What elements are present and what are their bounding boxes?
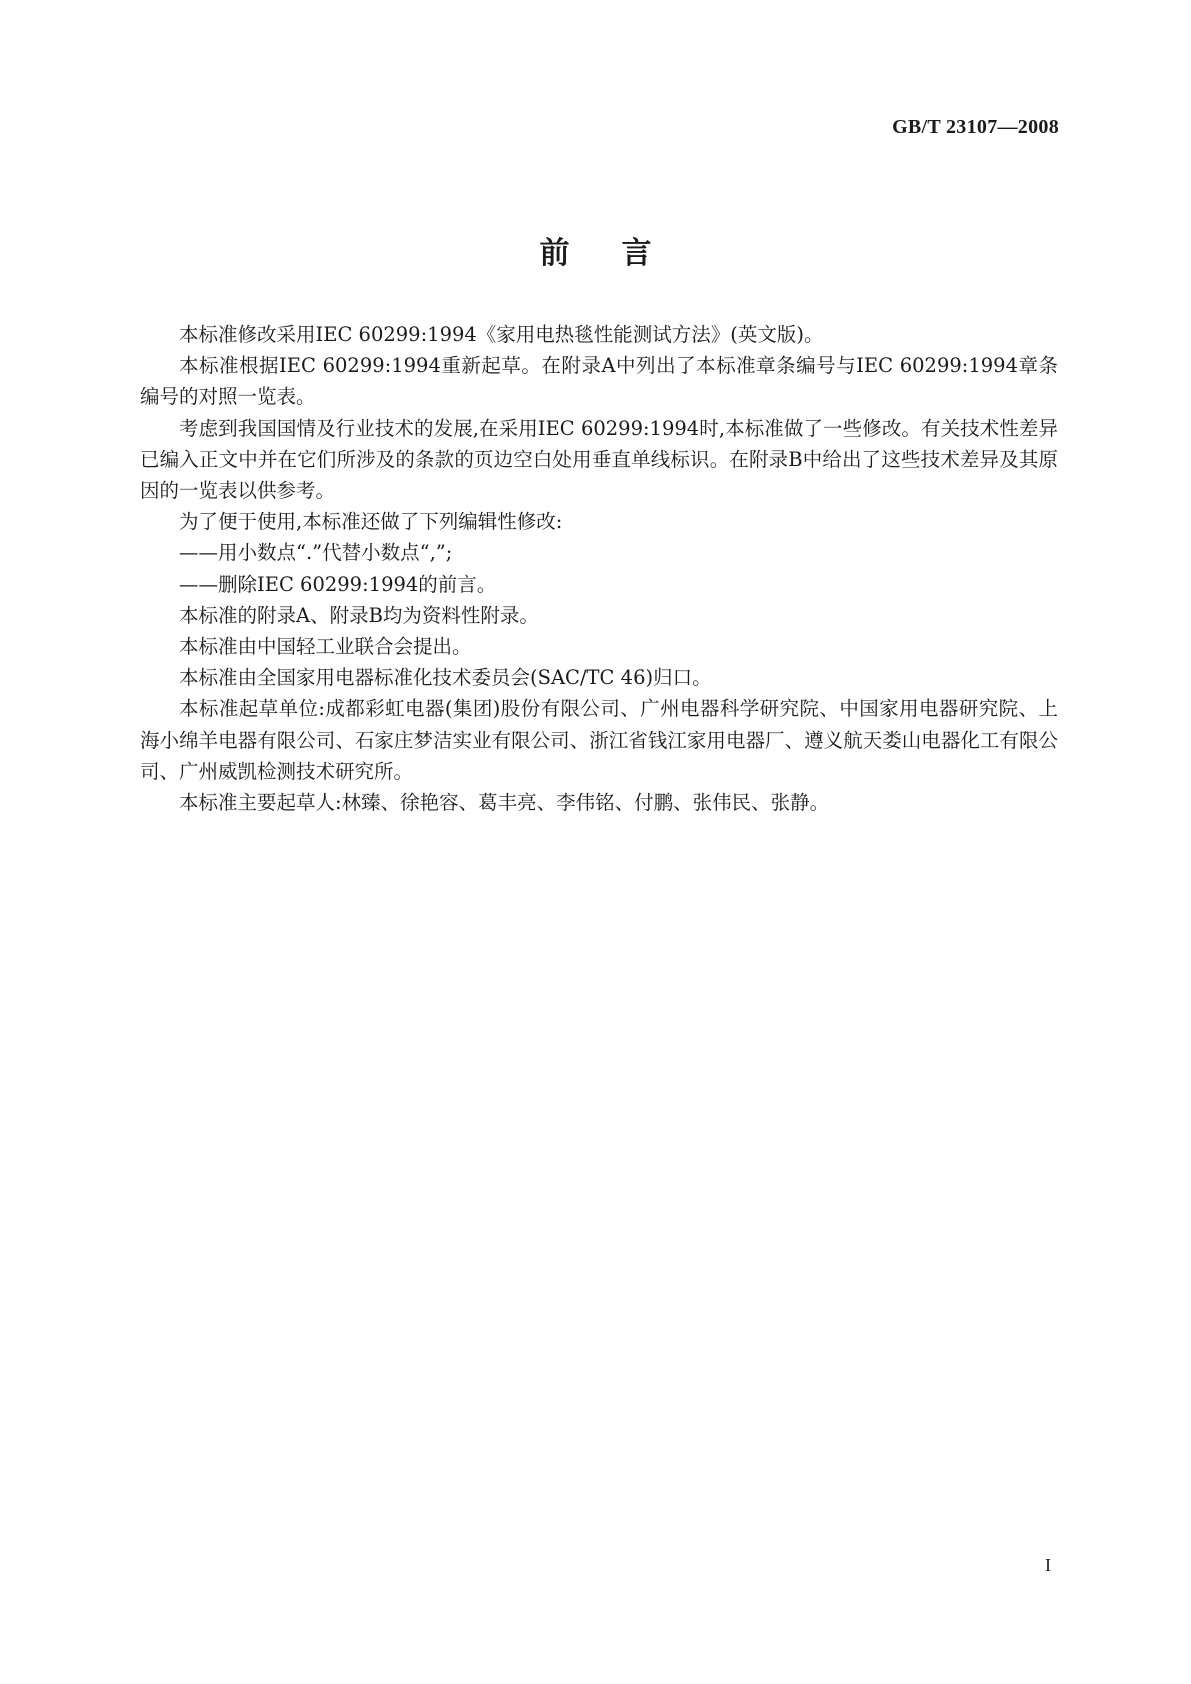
paragraph-redrafting: 本标准根据IEC 60299:1994重新起草。在附录A中列出了本标准章条编号与IEC 60299:1994章条编号的对照一览表。: [140, 354, 1058, 409]
foreword-body: [140, 319, 1058, 818]
page-number: I: [1045, 1555, 1051, 1575]
standard-code: GB/T 23107—2008: [892, 116, 1059, 138]
page-title: 前言: [539, 236, 704, 271]
paragraph-drafting-units: 本标准起草单位:成都彩虹电器(集团)股份有限公司、广州电器科学研究院、中国家用电器研究院、上海小绵羊电器有限公司、石家庄梦洁实业有限公司、浙江省钱江家用电器厂、遵义航天娄山电器化工有限公司、广州威凯检测技术研究所。: [140, 697, 1058, 783]
list-item-delete-foreword: ——删除IEC 60299:1994的前言。: [179, 572, 497, 596]
list-item-decimal-point: ——用小数点“.”代替小数点“,”;: [179, 541, 453, 565]
paragraph-drafters: 本标准主要起草人:林臻、徐艳容、葛丰亮、李伟铭、付鹏、张伟民、张静。: [179, 791, 830, 815]
paragraph-adoption: 本标准修改采用IEC 60299:1994《家用电热毯性能测试方法》(英文版)。: [179, 323, 824, 346]
paragraph-annexes: 本标准的附录A、附录B均为资料性附录。: [179, 603, 539, 627]
paragraph-technical-committee: 本标准由全国家用电器标准化技术委员会(SAC/TC 46)归口。: [179, 666, 712, 690]
paragraph-technical-differences: 考虑到我国国情及行业技术的发展,在采用IEC 60299:1994时,本标准做了一些修改。有关技术性差异已编入正文中并在它们所涉及的条款的页边空白处用垂直单线标识。在附录B中给出了这些技术差异及其原因的一览表以供参考。: [140, 416, 1058, 503]
paragraph-proposer: 本标准由中国轻工业联合会提出。: [179, 635, 472, 659]
paragraph-editorial-intro: 为了便于使用,本标准还做了下列编辑性修改:: [179, 510, 563, 534]
